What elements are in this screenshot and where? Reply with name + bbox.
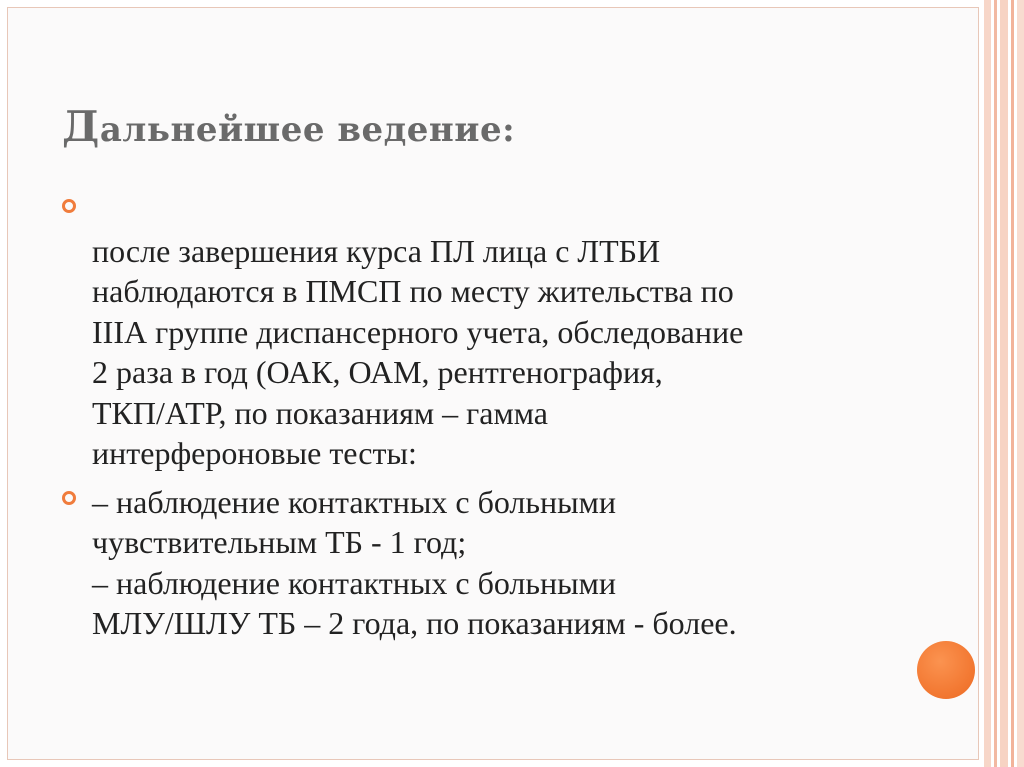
bullet-circle-icon xyxy=(62,199,76,213)
bullet-line: наблюдаются в ПМСП по месту жительства по xyxy=(92,273,734,309)
bullet-line: после завершения курса ПЛ лица с ЛТБИ xyxy=(92,232,661,269)
decorative-stripe xyxy=(1000,0,1008,767)
bullet-item-follow-up xyxy=(62,190,942,474)
decorative-stripe xyxy=(994,0,997,767)
decorative-stripe xyxy=(984,0,991,767)
bullet-line: интерфероновые тесты: xyxy=(92,435,417,471)
decorative-stripe xyxy=(1017,0,1024,767)
bullet-circle-icon xyxy=(62,491,76,505)
bullet-line: IIIА группе диспансерного учета, обследование xyxy=(92,313,744,350)
title-rest: альнейшее ведение: xyxy=(99,110,516,150)
decorative-stripe xyxy=(1011,0,1014,767)
bullet-line xyxy=(92,190,942,231)
bullet-line: МЛУ/ШЛУ ТБ – 2 года, по показаниям - более. xyxy=(92,605,737,641)
bullet-line: 2 раза в год (ОАК, ОАМ, рентгенография, xyxy=(92,354,663,390)
title-initial: Д xyxy=(62,102,100,151)
bullet-line: чувствительным ТБ - 1 год; xyxy=(92,524,467,560)
bullet-line: – наблюдение контактных с больными xyxy=(92,564,616,601)
bullet-list xyxy=(62,190,942,644)
decorative-orange-circle-icon xyxy=(917,641,975,699)
slide-title xyxy=(62,102,515,151)
bullet-line: ТКП/АТР, по показаниям – гамма xyxy=(92,394,548,431)
bullet-item-contacts xyxy=(62,482,942,644)
bullet-line: – наблюдение контактных с больными xyxy=(92,483,616,520)
